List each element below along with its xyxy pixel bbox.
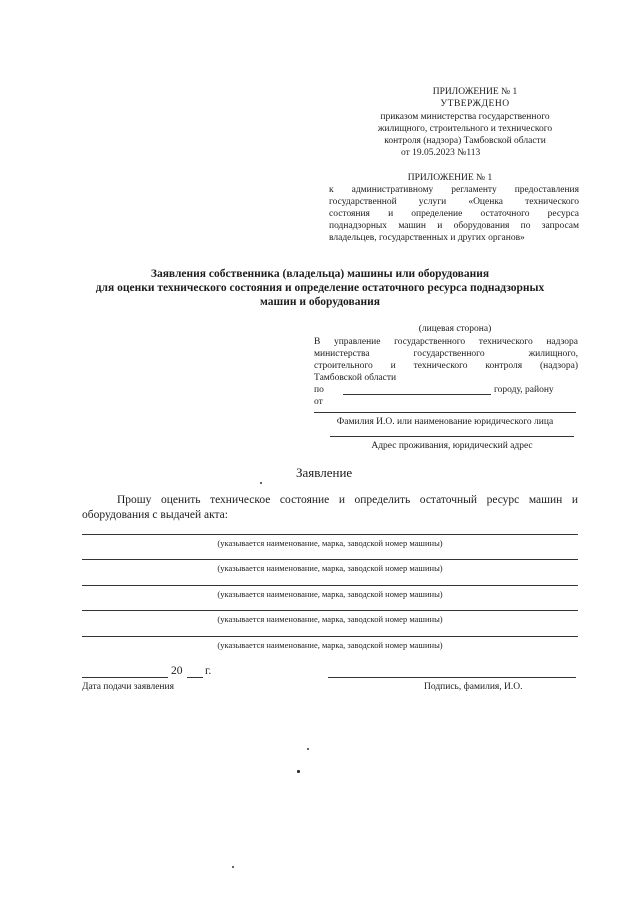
po-label: по bbox=[314, 385, 324, 395]
body-line-2: оборудования с выдачей акта: bbox=[82, 509, 228, 521]
addressee-line: В управление государственного технического надзора bbox=[314, 337, 578, 347]
appendix-2-line: состояния и определение остаточного ресурса bbox=[329, 209, 579, 219]
heading-line: Заявления собственника (владельца) машины или оборудования bbox=[150, 268, 490, 280]
machine-field-hint: (указывается наименование, марка, заводской номер машины) bbox=[217, 538, 443, 548]
appendix-1-date: от 19.05.2023 №113 bbox=[401, 148, 481, 158]
scan-speck bbox=[297, 770, 300, 773]
approved-label: УТВЕРЖДЕНО bbox=[440, 99, 510, 109]
scan-speck bbox=[232, 866, 234, 868]
body-line-1: Прошу оценить техническое состояние и определить остаточный ресурс машин и bbox=[117, 494, 578, 506]
machine-field[interactable] bbox=[82, 585, 578, 586]
machine-field-hint: (указывается наименование, марка, заводской номер машины) bbox=[217, 614, 443, 624]
applicant-name-hint: Фамилия И.О. или наименование юридического лица bbox=[336, 417, 554, 427]
signature-field[interactable] bbox=[328, 677, 576, 678]
applicant-name-field[interactable] bbox=[314, 412, 576, 413]
year-prefix: 20 bbox=[171, 665, 183, 677]
machine-field[interactable] bbox=[82, 534, 578, 535]
appendix-2-line: поднадзорных машин и оборудования по запросам bbox=[329, 221, 579, 231]
year-field[interactable] bbox=[187, 677, 203, 678]
heading-line: для оценки технического состояния и определение остаточного ресурса поднадзорных bbox=[95, 282, 545, 294]
signature-label: Подпись, фамилия, И.О. bbox=[424, 682, 523, 692]
scan-speck bbox=[307, 748, 309, 750]
addressee-line: министерства государственного жилищного, bbox=[314, 349, 578, 359]
appendix-2-title: ПРИЛОЖЕНИЕ № 1 bbox=[407, 173, 493, 183]
side-label: (лицевая сторона) bbox=[418, 324, 492, 334]
district-field[interactable] bbox=[343, 394, 491, 395]
appendix-1-line: жилищного, строительного и технического bbox=[377, 124, 553, 134]
ot-label: от bbox=[314, 397, 323, 407]
appendix-2-line: владельцев, государственных и других органов» bbox=[329, 233, 525, 243]
addressee-line: строительного и технического контроля (надзора) bbox=[314, 361, 578, 371]
machine-field-hint: (указывается наименование, марка, заводской номер машины) bbox=[217, 589, 443, 599]
addressee-line: Тамбовской области bbox=[314, 373, 397, 383]
appendix-1-line: контроля (надзора) Тамбовской области bbox=[384, 136, 546, 146]
address-field[interactable] bbox=[330, 436, 574, 437]
appendix-2-line: к административному регламенту предоставления bbox=[329, 185, 579, 195]
date-label: Дата подачи заявления bbox=[82, 682, 174, 692]
scan-speck bbox=[260, 482, 262, 484]
machine-field-hint: (указывается наименование, марка, заводской номер машины) bbox=[217, 640, 443, 650]
machine-field[interactable] bbox=[82, 559, 578, 560]
machine-field[interactable] bbox=[82, 636, 578, 637]
statement-title: Заявление bbox=[296, 465, 353, 480]
appendix-1-title: ПРИЛОЖЕНИЕ № 1 bbox=[432, 87, 518, 97]
address-hint: Адрес проживания, юридический адрес bbox=[371, 441, 533, 451]
po-suffix-label: городу, району bbox=[494, 385, 554, 395]
appendix-1-line: приказом министерства государственного bbox=[380, 112, 550, 122]
date-field[interactable] bbox=[82, 677, 168, 678]
appendix-2-line: государственной услуги «Оценка технического bbox=[329, 197, 579, 207]
year-suffix: г. bbox=[205, 665, 212, 677]
heading-line: машин и оборудования bbox=[260, 296, 380, 308]
machine-field[interactable] bbox=[82, 610, 578, 611]
machine-field-hint: (указывается наименование, марка, заводской номер машины) bbox=[217, 563, 443, 573]
